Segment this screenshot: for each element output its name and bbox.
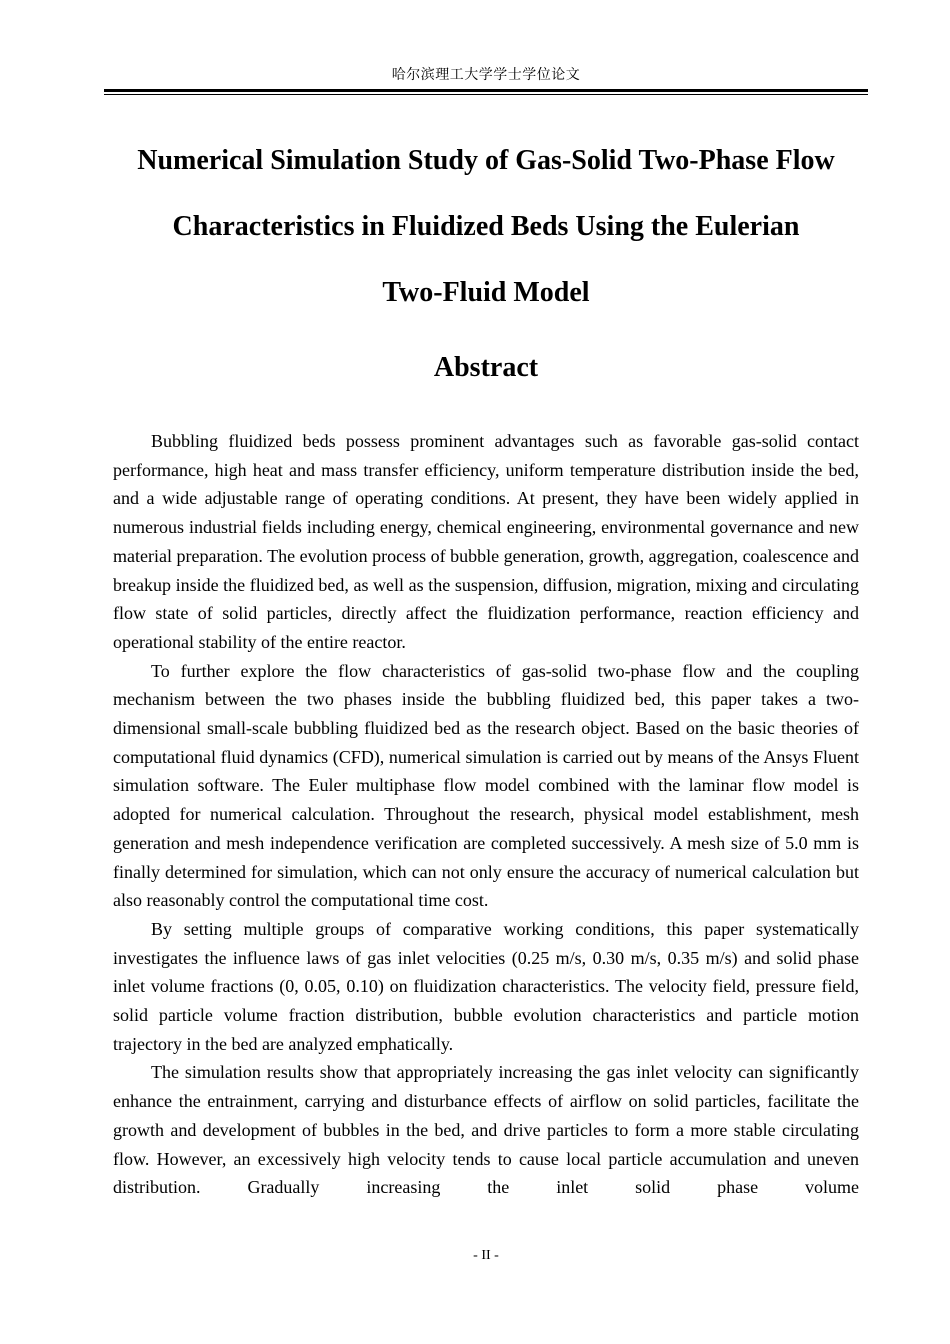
header-rule-thin [104,94,868,95]
running-header: 哈尔滨理工大学学士学位论文 [391,67,581,83]
thesis-title [100,128,872,326]
page-number: - II - [473,1248,499,1263]
header-rule-thick [104,89,868,92]
abstract-body [113,427,859,1202]
abstract-paragraph: By setting multiple groups of comparative working conditions, this paper systematically investigates the influence laws of gas inlet velocities (0.25 m/s, 0.30 m/s, 0.35 m/s) and solid phase inlet volume fractions (0, 0.05, 0.10) on fluidization characteristics. The velocity field, pressure field, solid particle volume fraction distribution, bubble evolution characteristics and particle motion trajectory in the bed are analyzed emphatically. [113,918,859,1054]
abstract-paragraph: The simulation results show that appropriately increasing the gas inlet velocity can significantly enhance the entrainment, carrying and disturbance effects of airflow on solid particles, facilitate the growth and development of bubbles in the bed, and drive particles to form a more stable circulating flow. However, an excessively high velocity tends to cause local particle accumulation and uneven distribution. Gradually increasing the inlet solid phase volume [113,1062,859,1198]
abstract-paragraph: To further explore the flow characteristics of gas-solid two-phase flow and the coupling mechanism between the two phases inside the bubbling fluidized bed, this paper takes a two-dimensional small-scale bubbling fluidized bed as the research object. Based on the basic theories of computational fluid dynamics (CFD), numerical simulation is carried out by means of the Ansys Fluent simulation software. The Euler multiphase flow model combined with the laminar flow model is adopted for numerical calculation. Throughout the research, physical model establishment, mesh generation and mesh independence verification are completed successively. A mesh size of 5.0 mm is finally determined for simulation, which can not only ensure the accuracy of numerical calculation but also reasonably control the computational time cost. [113,660,859,911]
abstract-paragraph: Bubbling fluidized beds possess prominent advantages such as favorable gas-solid contact performance, high heat and mass transfer efficiency, uniform temperature distribution inside the bed, and a wide adjustable range of operating conditions. At present, they have been widely applied in numerous industrial fields including energy, chemical engineering, environmental governance and new material preparation. The evolution process of bubble generation, growth, aggregation, coalescence and breakup inside the fluidized bed, as well as the suspension, diffusion, migration, mixing and circulating flow state of solid particles, directly affect the fluidization performance, reaction efficiency and operational stability of the entire reactor. [113,431,859,652]
title-line-3: Two-Fluid Model [382,277,590,308]
title-line-1: Numerical Simulation Study of Gas-Solid Two-Phase Flow [137,145,835,176]
title-line-2: Characteristics in Fluidized Beds Using the Eulerian [172,211,800,242]
abstract-heading: Abstract [433,352,539,383]
